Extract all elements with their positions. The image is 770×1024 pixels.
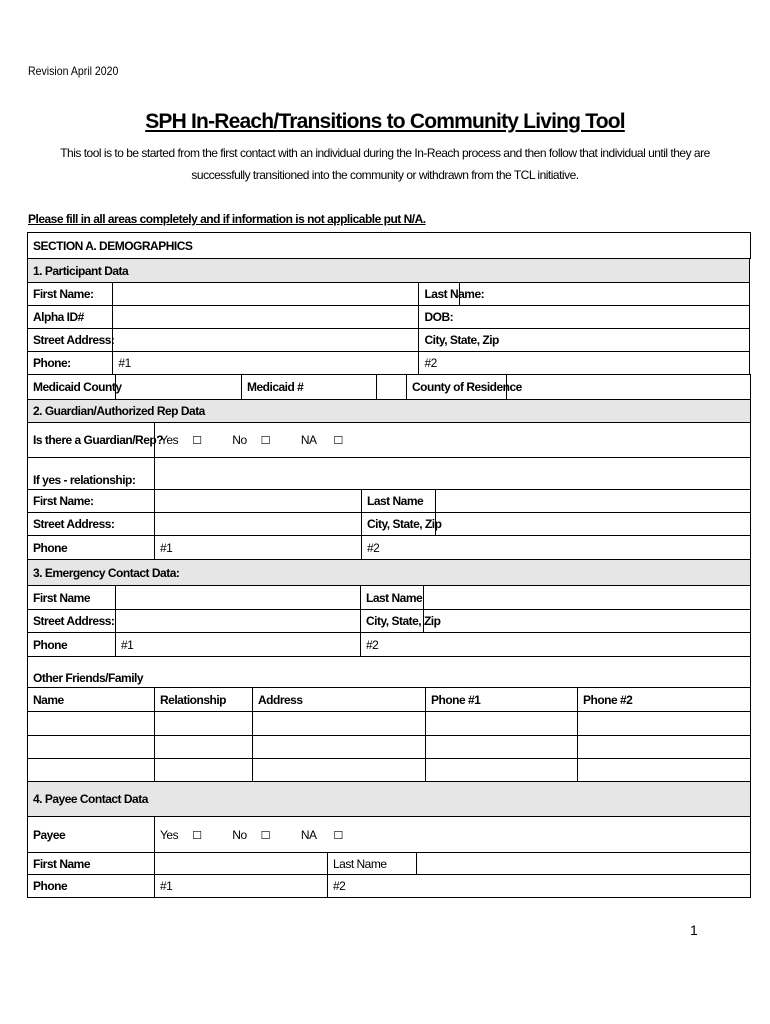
intro-text-line-2: successfully transitioned into the community or withdrawn from the TCL initiative. xyxy=(191,168,579,182)
payee-phone2-field[interactable] xyxy=(328,875,751,898)
guardian-phone2-field[interactable] xyxy=(362,536,751,560)
medicaid-number-label: Medicaid # xyxy=(242,375,377,400)
medicaid-county-field[interactable] xyxy=(116,375,242,400)
table-row xyxy=(28,736,751,759)
first-name-label: First Name: xyxy=(28,283,113,306)
friend-phone1-cell[interactable] xyxy=(426,712,578,736)
phone2-label: #2 xyxy=(366,637,379,652)
checkbox-icon[interactable]: ☐ xyxy=(192,434,202,447)
guardian-phone-label: Phone xyxy=(28,536,155,560)
payee-phone-label: Phone xyxy=(28,875,155,898)
guardian-phone1-field[interactable] xyxy=(155,536,362,560)
phone-label: Phone: xyxy=(28,352,113,375)
last-name-label: Last Name: xyxy=(419,283,460,306)
payee-na-option[interactable]: NA ☐ xyxy=(300,827,343,842)
phone1-label: #1 xyxy=(160,879,173,893)
revision-date: Revision April 2020 xyxy=(28,64,119,78)
friend-name-cell[interactable] xyxy=(28,736,155,759)
friend-address-cell[interactable] xyxy=(253,759,426,782)
guardian-data-table xyxy=(27,399,751,560)
participant-data-heading: 1. Participant Data xyxy=(28,259,750,283)
street-address-label: Street Address: xyxy=(28,329,113,352)
alpha-id-label: Alpha ID# xyxy=(28,306,113,329)
dob-label: DOB: xyxy=(424,310,454,324)
emergency-first-name-label: First Name xyxy=(28,586,116,610)
medicaid-number-field[interactable] xyxy=(377,375,407,400)
friend-relationship-cell[interactable] xyxy=(155,712,253,736)
section-a-header-table xyxy=(27,232,751,259)
payee-contact-heading: 4. Payee Contact Data xyxy=(28,782,751,817)
emergency-street-label: Street Address: xyxy=(28,610,116,633)
guardian-options xyxy=(155,423,751,458)
friend-phone2-cell[interactable] xyxy=(578,736,751,759)
emergency-phone1-field[interactable] xyxy=(116,633,361,657)
column-header-address: Address xyxy=(253,688,426,712)
friend-address-cell[interactable] xyxy=(253,736,426,759)
checkbox-icon[interactable]: ☐ xyxy=(260,434,271,447)
participant-last-name-field[interactable] xyxy=(460,283,750,306)
guardian-city-field[interactable] xyxy=(436,513,751,536)
participant-first-name-field[interactable] xyxy=(113,283,419,306)
county-of-residence-label: County of Residence xyxy=(407,375,507,400)
participant-data-table xyxy=(27,258,750,375)
payee-phone1-field[interactable] xyxy=(155,875,328,898)
payee-last-name-label: Last Name xyxy=(328,853,417,875)
emergency-city-label: City, State, Zip xyxy=(361,610,424,633)
emergency-last-name-field[interactable] xyxy=(424,586,751,610)
guardian-last-name-field[interactable] xyxy=(436,490,751,513)
table-row xyxy=(28,712,751,736)
guardian-first-name-label: First Name: xyxy=(28,490,155,513)
payee-last-name-field[interactable] xyxy=(417,853,751,875)
dob-field[interactable] xyxy=(419,306,750,329)
table-row xyxy=(28,759,751,782)
payee-yes-option[interactable]: Yes ☐ xyxy=(160,827,202,842)
emergency-street-field[interactable] xyxy=(116,610,361,633)
friend-phone2-cell[interactable] xyxy=(578,759,751,782)
medicaid-county-label: Medicaid County xyxy=(28,375,116,400)
guardian-first-name-field[interactable] xyxy=(155,490,362,513)
friend-name-cell[interactable] xyxy=(28,759,155,782)
payee-first-name-field[interactable] xyxy=(155,853,328,875)
guardian-relationship-field[interactable] xyxy=(155,458,751,490)
emergency-contact-table xyxy=(27,559,751,657)
page-number: 1 xyxy=(690,922,698,938)
medicaid-table xyxy=(27,374,751,400)
payee-contact-table xyxy=(27,781,751,898)
guardian-street-label: Street Address: xyxy=(28,513,155,536)
checkbox-icon[interactable]: ☐ xyxy=(333,434,343,447)
guardian-city-label: City, State, Zip xyxy=(362,513,436,536)
phone2-label: #2 xyxy=(424,356,437,370)
guardian-no-option[interactable]: No ☐ xyxy=(232,433,271,447)
friend-phone2-cell[interactable] xyxy=(578,712,751,736)
column-header-phone2: Phone #2 xyxy=(578,688,751,712)
payee-label: Payee xyxy=(28,817,155,853)
column-header-phone1: Phone #1 xyxy=(426,688,578,712)
county-of-residence-field[interactable] xyxy=(507,375,751,400)
guardian-yes-option[interactable]: Yes ☐ xyxy=(160,433,202,447)
guardian-question-label: Is there a Guardian/Rep? xyxy=(28,423,155,458)
intro-text-line-1: This tool is to be started from the first contact with an individual during the In-Reach process and then follow that individual until they are xyxy=(60,146,710,160)
guardian-data-heading: 2. Guardian/Authorized Rep Data xyxy=(28,400,751,423)
payee-options xyxy=(155,817,751,853)
phone1-label: #1 xyxy=(121,637,134,652)
section-a-title: SECTION A. DEMOGRAPHICS xyxy=(28,233,751,259)
phone2-label: #2 xyxy=(367,540,380,555)
phone2-label: #2 xyxy=(333,879,346,893)
city-state-zip-label: City, State, Zip xyxy=(424,333,499,347)
emergency-city-field[interactable] xyxy=(424,610,751,633)
friends-family-heading: Other Friends/Family xyxy=(28,657,751,688)
column-header-name: Name xyxy=(28,688,155,712)
emergency-phone-label: Phone xyxy=(28,633,116,657)
friend-relationship-cell[interactable] xyxy=(155,759,253,782)
payee-first-name-label: First Name xyxy=(28,853,155,875)
phone1-label: #1 xyxy=(118,356,131,370)
column-header-relationship: Relationship xyxy=(155,688,253,712)
document-title: SPH In-Reach/Transitions to Community Living Tool xyxy=(145,110,625,133)
checkbox-icon[interactable]: ☐ xyxy=(192,828,202,842)
participant-city-field[interactable] xyxy=(419,329,750,352)
checkbox-icon[interactable]: ☐ xyxy=(333,828,343,842)
friend-address-cell[interactable] xyxy=(253,712,426,736)
guardian-relationship-label: If yes - relationship: xyxy=(28,458,155,490)
phone1-label: #1 xyxy=(160,540,173,555)
guardian-street-field[interactable] xyxy=(155,513,362,536)
friends-family-table xyxy=(27,656,751,782)
payee-no-option[interactable]: No ☐ xyxy=(232,827,271,842)
emergency-contact-heading: 3. Emergency Contact Data: xyxy=(28,560,751,586)
guardian-last-name-label: Last Name xyxy=(362,490,436,513)
friend-relationship-cell[interactable] xyxy=(155,736,253,759)
participant-street-field[interactable] xyxy=(113,329,419,352)
emergency-phone2-field[interactable] xyxy=(361,633,751,657)
participant-phone1-field[interactable] xyxy=(113,352,419,375)
guardian-na-option[interactable]: NA ☐ xyxy=(300,433,343,447)
participant-alpha-id-field[interactable] xyxy=(113,306,419,329)
emergency-first-name-field[interactable] xyxy=(116,586,361,610)
checkbox-icon[interactable]: ☐ xyxy=(260,828,271,842)
participant-phone2-field[interactable] xyxy=(419,352,750,375)
fill-instruction: Please fill in all areas completely and if information is not applicable put N/A. xyxy=(28,212,426,226)
friend-phone1-cell[interactable] xyxy=(426,759,578,782)
friend-phone1-cell[interactable] xyxy=(426,736,578,759)
friend-name-cell[interactable] xyxy=(28,712,155,736)
emergency-last-name-label: Last Name xyxy=(361,586,424,610)
